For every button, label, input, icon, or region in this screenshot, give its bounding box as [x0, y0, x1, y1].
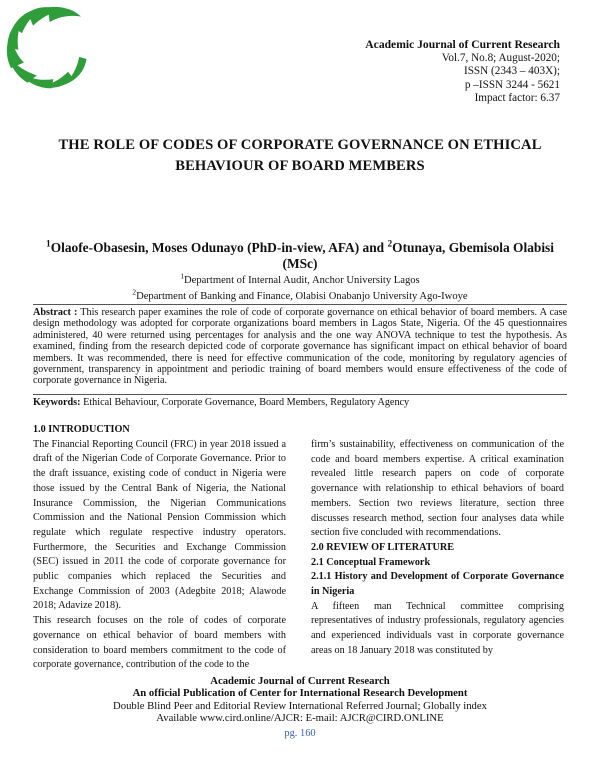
- page-number: pg. 160: [284, 727, 316, 739]
- journal-name: Academic Journal of Current Research: [365, 38, 560, 51]
- right-column: [311, 438, 564, 659]
- affiliation-2: [30, 287, 570, 302]
- affiliation-2-sup: 2: [132, 287, 137, 297]
- footer-publisher: An official Publication of Center for International Research Development: [132, 687, 468, 700]
- journal-logo: [0, 0, 92, 92]
- author-2-sup: 2: [387, 239, 393, 250]
- affiliation-1: [30, 271, 570, 286]
- keywords-text: Ethical Behaviour, Corporate Governance, Board Members, Regulatory Agency: [80, 397, 410, 408]
- title-line-1: THE ROLE OF CODES OF CORPORATE GOVERNANCE ON ETHICAL: [58, 137, 542, 153]
- intro-continuation: firm’s sustainability, effectiveness on communication of the code and board members expertise. A critical examination revealed little research papers on code of corporate governance with relationship to ethical behaviors of board members. Section two reviews literature, section three discusses research method, section four analyses data while section five concluded with recommendations.: [311, 439, 564, 539]
- authors: [30, 240, 570, 272]
- left-column: [33, 423, 286, 673]
- abstract-label: Abstract :: [33, 307, 78, 318]
- affiliation-2-text: Department of Banking and Finance, Olabisi Onabanjo University Ago-Iwoye: [136, 291, 468, 302]
- volume-info: Vol.7, No.8; August-2020;: [441, 51, 560, 64]
- abstract-text: This research paper examines the role of code of corporate governance on ethical behavior of board members. A case design methodology was adopted for corporate organizations board members in Lagos State, Nigeria. Of the 45 questionnaires administered, 40 were returned using percentages for analysis and the one way ANOVA technique to test the hypothesis. As examined, finding from the research depicted code of corporate governance has significant impact on ethical behavior of board members. It was recommended, there is need for effective communication of the code, monitoring by regulatory agencies of government, transparency in appointment and periodic training of board members would ensure effectiveness of the code of corporate governance in Nigeria.: [33, 307, 567, 387]
- abstract-top-rule: [33, 304, 567, 305]
- framework-heading: 2.1 Conceptual Framework: [311, 556, 431, 568]
- affiliation-1-sup: 1: [180, 271, 185, 281]
- keywords-label: Keywords:: [33, 397, 81, 408]
- abstract-bottom-rule: [33, 394, 567, 395]
- footer-journal: Academic Journal of Current Research: [210, 675, 390, 687]
- author-1-sup: 1: [46, 239, 51, 250]
- journal-header: [365, 38, 560, 106]
- paper-title: [30, 135, 570, 177]
- title-line-2: BEHAVIOUR OF BOARD MEMBERS: [175, 158, 425, 174]
- p-issn: p –ISSN 3244 - 5621: [464, 78, 560, 91]
- affiliation-1-text: Department of Internal Audit, Anchor University Lagos: [184, 275, 420, 286]
- author-2: Otunaya, Gbemisola Olabisi: [392, 240, 554, 255]
- intro-heading: 1.0 INTRODUCTION: [33, 424, 130, 435]
- history-heading: 2.1.1 History and Development of Corporate Governance in Nigeria: [311, 571, 564, 598]
- intro-paragraph-1: The Financial Reporting Council (FRC) in year 2018 issued a draft of the Nigerian Code of Corporate Governance. Prior to the draft issuance, existing code of conduct in Nigeria were those issued by the Central Bank of Nigeria, the National Insurance Commission, the Nigerian Communications Commission and the National Pension Commission which regulate which regulate respective industry operators. Furthermore, the Securities and Exchange Commission (SEC) issued in 2011 the code of corporate governance for public companies which replaced the Securities and Exchange Commission of 2003 (Adegbite 2018; Alawode 2018; Adavize 2018).: [33, 438, 286, 612]
- issn: ISSN (2343 – 403X);: [463, 65, 560, 78]
- impact-factor: Impact factor: 6.37: [474, 92, 560, 105]
- history-paragraph: A fifteen man Technical committee comprising representatives of industry professionals, regulatory agencies and experienced individuals vast in corporate governance areas on 18 January 2018 was constituted by: [311, 600, 564, 656]
- footer-availability: Available www.cird.online/AJCR: E-mail: AJCR@CIRD.ONLINE: [156, 712, 444, 725]
- review-heading: 2.0 REVIEW OF LITERATURE: [311, 541, 455, 553]
- keywords: [33, 397, 567, 408]
- abstract: [33, 307, 567, 387]
- intro-paragraph-2: This research focuses on the role of codes of corporate governance on ethical behavior of board members with consideration to board members commitment to the code of corporate governance, contribution of the code to the: [33, 615, 286, 671]
- footer-review: Double Blind Peer and Editorial Review International Referred Journal; Globally index: [113, 699, 487, 712]
- author-degree: (MSc): [282, 256, 318, 271]
- page-footer: [0, 675, 600, 740]
- author-1: Olaofe-Obasesin, Moses Odunayo (PhD-in-view, AFA) and: [50, 240, 388, 255]
